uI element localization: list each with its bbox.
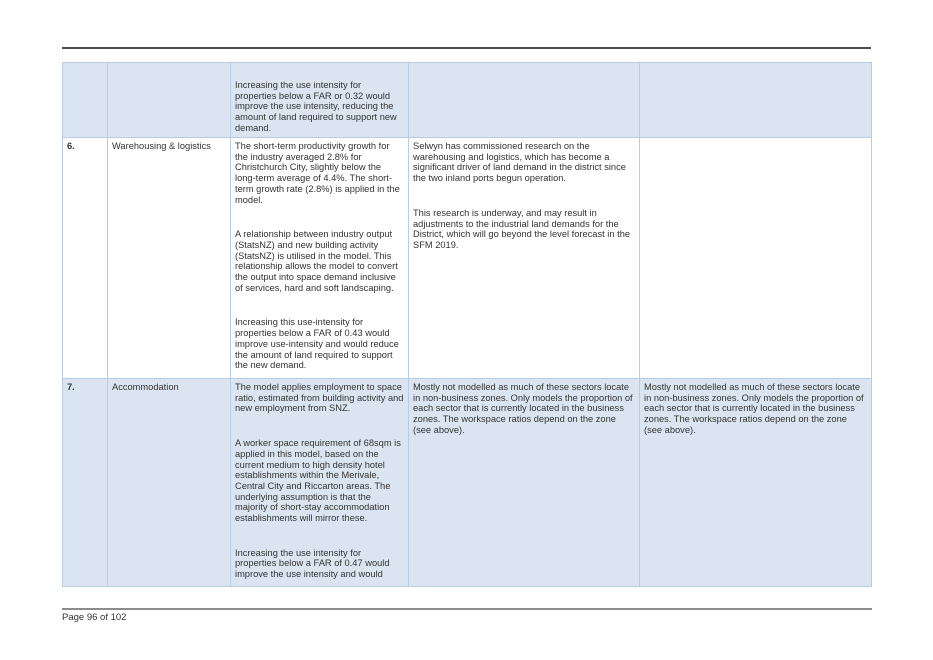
paragraph: The model applies employment to space ratio, estimated from building activity and new employment from SNZ. [235, 382, 404, 414]
sector-assumptions-table [62, 62, 872, 587]
sector-name-cell [108, 379, 231, 587]
model-description-cell [231, 63, 409, 138]
table-row-accommodation [63, 379, 872, 587]
commentary-cell-2 [640, 379, 872, 587]
paragraph: Increasing the use intensity for properties below a FAR or 0.32 would improve the use intensity, reducing the amount of land required to support new demand. [235, 80, 397, 133]
paragraph: A relationship between industry output (StatsNZ) and new building activity (StatsNZ) is utilised in the model. This relationship allows the model to convert the output into space demand inclusive of services, hard and soft landscaping. [235, 229, 398, 293]
table-row-warehousing [63, 138, 872, 379]
table-row-continuation [63, 63, 872, 138]
sector-name: Warehousing & logistics [112, 141, 211, 151]
paragraph: The short-term productivity growth for the industry averaged 2.8% for Christchurch City, slightly below the long-term average of 4.4%. The short-term growth rate (2.8%) is applied in the model. [235, 141, 400, 205]
row-number: 6. [67, 141, 75, 151]
sector-name-cell [108, 138, 231, 379]
model-description-cell [231, 138, 409, 379]
header-rule [62, 47, 871, 49]
commentary-cell-2 [640, 63, 872, 138]
sector-name-cell [108, 63, 231, 138]
paragraph: Increasing this use-intensity for properties below a FAR of 0.43 would improve use-intensity and would reduce the amount of land required to support the new demand. [235, 317, 399, 371]
footer-rule [62, 608, 872, 610]
sector-name: Accommodation [112, 382, 179, 392]
paragraph: Mostly not modelled as much of these sectors locate in non-business zones. Only models the proportion of each sector that is currently located in the business zones. The workspace ratios depend on the zone (see above). [644, 382, 864, 435]
commentary-cell [409, 379, 640, 587]
model-description-cell [231, 379, 409, 587]
row-number-cell [63, 379, 108, 587]
paragraph: Increasing the use intensity for properties below a FAR of 0.47 would improve the use intensity and would [235, 547, 390, 580]
page-number: Page 96 of 102 [62, 612, 127, 623]
paragraph: Selwyn has commissioned research on the warehousing and logistics, which has become a significant driver of land demand in the district since the two inland ports begun operation. [413, 141, 626, 184]
row-number: 7. [67, 382, 75, 392]
commentary-cell [409, 63, 640, 138]
paragraph: A worker space requirement of 68sqm is applied in this model, based on the current medium to high density hotel establishments within the Merivale, Central City and Riccarton areas. The underlying assumption is that the majority of short-stay accommodation establishments will mirror these. [235, 438, 401, 524]
row-number-cell [63, 63, 108, 138]
row-number-cell [63, 138, 108, 379]
commentary-cell-2 [640, 138, 872, 379]
paragraph: Mostly not modelled as much of these sectors locate in non-business zones. Only models the proportion of each sector that is currently located in the business zones. The workspace ratios depend on the zone (see above). [413, 382, 633, 435]
commentary-cell [409, 138, 640, 379]
paragraph: This research is underway, and may result in adjustments to the industrial land demands for the District, which will go beyond the level forecast in the SFM 2019. [413, 207, 631, 250]
